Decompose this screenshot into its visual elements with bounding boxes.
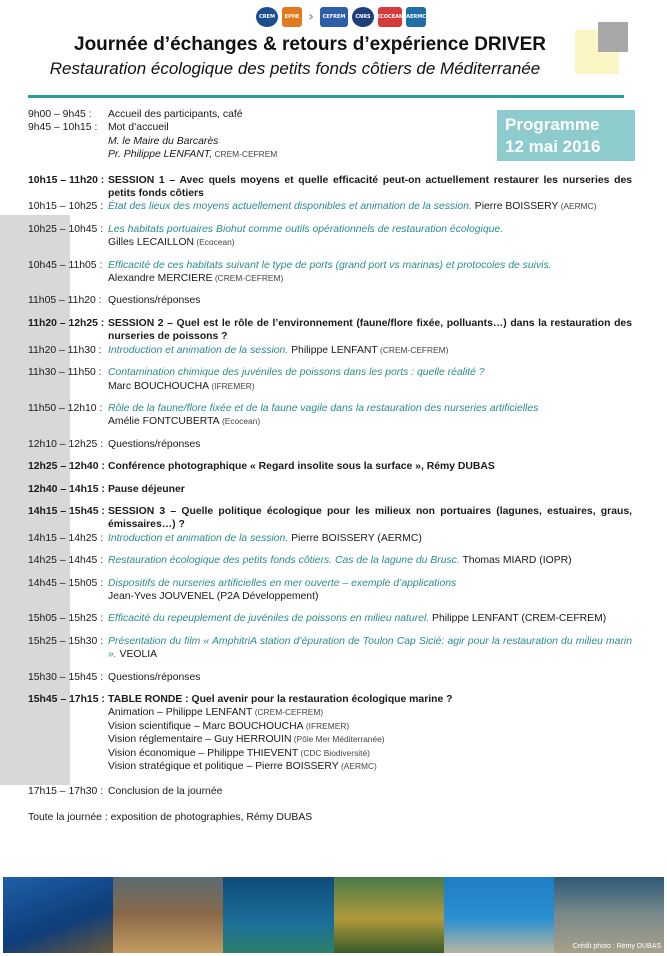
underwater-photo (334, 877, 444, 953)
schedule-item: 14h25 – 14h45 : Restauration écologique des petits fonds côtiers. Cas de la lagune du Brusc. Thomas MIARD (IOPR) (28, 555, 572, 567)
programme-date: 12 mai 2016 (505, 137, 601, 156)
footer-note: Toute la journée : exposition de photographies, Rémy DUBAS (28, 811, 313, 823)
schedule-item: 14h15 – 14h25 : Introduction et animation de la session. Pierre BOISSERY (AERMC) (28, 532, 422, 544)
schedule-item: 10h15 – 10h25 : État des lieux des moyens actuellement disponibles et animation de la session. Pierre BOISSERY (AERMC) (28, 201, 597, 213)
schedule-item: 10h25 – 10h45 : Les habitats portuaires Biohut comme outils opérationnels de restauration écologique. Gilles LECAILLON (Ecocean) (28, 223, 504, 249)
underwater-photo (113, 877, 223, 953)
schedule-item: 14h45 – 15h05 : Dispositifs de nurseries artificielles en mer ouverte – exemple d’applications Jean-Yves JOUVENEL (P2A Développement) (28, 577, 457, 602)
partner-logos (256, 6, 426, 28)
ecocean-logo: ECOCEAN (378, 7, 402, 27)
photo-credit: Crédit photo : Rémy DUBAS (572, 943, 662, 950)
underwater-photo (554, 877, 664, 953)
schedule-item: 17h15 – 17h30 : Conclusion de la journée (28, 786, 223, 798)
schedule-item: 12h40 – 14h15 : Pause déjeuner (28, 483, 185, 495)
cnrs-logo: CNRS (352, 7, 374, 27)
programme-label: Programme (505, 115, 600, 134)
session-header: 10h15 – 11h20 : SESSION 1 – Avec quels moyens et quelle efficacité peut-on actuellement restaurer les nurseries des petits fonds côtiers (28, 174, 632, 200)
schedule-item: 15h25 – 15h30 : Présentation du film « AmphitriA station d’épuration de Toulon Cap Sicié: agir pour la restauration du milieu marin ». VEOLIA (28, 635, 632, 661)
title-rule (28, 95, 624, 98)
programme-content (28, 108, 632, 824)
schedule-item: 12h25 – 12h40 : Conférence photographique « Regard insolite sous la surface », Rémy DUBAS (28, 461, 495, 473)
session-header: 14h15 – 15h45 : SESSION 3 – Quelle politique écologique pour les milieux non portuaires (lagunes, estuaires, graus, émissaires…) ? (28, 505, 632, 531)
panel-line: Vision stratégique et politique – Pierre BOISSERY (AERMC) (108, 761, 377, 773)
aermc-logo: AERMC (406, 7, 426, 27)
underwater-photo (3, 877, 113, 953)
session-header: 15h45 – 17h15 : TABLE RONDE : Quel avenir pour la restauration écologique marine ? (28, 694, 453, 705)
schedule-item: 15h30 – 15h45 : Questions/réponses (28, 671, 201, 683)
cefrem-logo: CEFREM (320, 7, 348, 27)
schedule-item: 11h05 – 11h20 : Questions/réponses (28, 295, 201, 307)
schedule-item: 9h45 – 10h15 : Mot d’accueil (28, 122, 169, 134)
underwater-photo (444, 877, 554, 953)
panel-line: Vision réglementaire – Guy HERROUIN (Pôle Mer Méditerranée) (108, 734, 385, 746)
underwater-photo (223, 877, 333, 953)
page-title: Journée d’échanges & retours d’expérience DRIVER (74, 34, 546, 55)
panel-line: Vision scientifique – Marc BOUCHOUCHA (IFREMER) (108, 720, 350, 732)
schedule-item: 12h10 – 12h25 : Questions/réponses (28, 438, 201, 450)
separator-chevron-icon: › (308, 9, 314, 25)
schedule-item: 10h45 – 11h05 : Efficacité de ces habitats suivant le type de ports (grand port vs marinas) et protocoles de suivis. Alexandre MERCIERE (CREM-CEFREM) (28, 259, 552, 285)
ephe-logo: EPHE (282, 7, 302, 27)
panel-line: Animation – Philippe LENFANT (CREM-CEFREM) (108, 707, 324, 719)
session-header: 11h20 – 12h25 : SESSION 2 – Quel est le rôle de l’environnement (faune/flore fixée, polluants…) dans la restauration des nurseries de poissons ? (28, 317, 632, 343)
page-subtitle: Restauration écologique des petits fonds côtiers de Méditerranée (49, 59, 541, 78)
speaker-line: Pr. Philippe LENFANT, CREM-CEFREM (108, 149, 278, 161)
schedule-item: 11h50 – 12h10 : Rôle de la faune/flore fixée et de la faune vagile dans la restauration des nurseries artificielles Amélie FONTCUBERTA (Ecocean) (28, 402, 539, 428)
photo-strip (3, 877, 664, 953)
crem-logo: CREM (256, 7, 278, 27)
schedule-item: 11h20 – 11h30 : Introduction et animation de la session. Philippe LENFANT (CREM-CEFREM) (28, 344, 449, 356)
schedule-item: 11h30 – 11h50 : Contamination chimique des juvéniles de poissons dans les ports : quelle réalité ? Marc BOUCHOUCHA (IFREMER) (28, 367, 485, 392)
panel-line: Vision économique – Philippe THIEVENT (CDC Biodiversité) (108, 747, 370, 759)
schedule-item: 15h05 – 15h25 : Efficacité du repeuplement de juvéniles de poissons en milieu naturel. Philippe LENFANT (CREM-CEFREM) (28, 613, 607, 625)
schedule-item: 9h00 – 9h45 : Accueil des participants, café (28, 109, 243, 120)
speaker-line: M. le Maire du Barcarès (108, 135, 219, 147)
